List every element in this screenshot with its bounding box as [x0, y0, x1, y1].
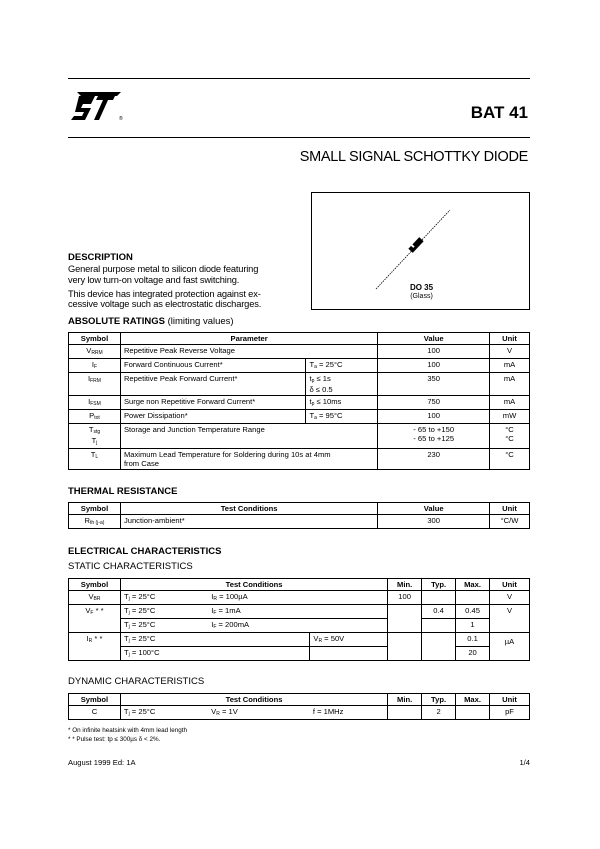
column-header: Max.	[456, 694, 490, 706]
footer-date: August 1999 Ed: 1A	[68, 758, 136, 767]
cell-text: T	[123, 707, 129, 716]
cell-text: from Case	[123, 459, 159, 468]
column-header: Value	[378, 503, 490, 515]
cell-text: R	[84, 516, 90, 525]
table-cell: 100	[378, 410, 490, 424]
cell-text: j	[128, 596, 130, 602]
cell-text: - 65 to +150	[413, 425, 455, 434]
cell-text: t	[309, 374, 312, 383]
cell-text: t	[309, 397, 312, 406]
table-cell: Junction-ambient*	[120, 515, 377, 529]
table-cell	[208, 591, 387, 605]
absolute-ratings-table	[68, 332, 530, 470]
st-logo	[69, 90, 123, 124]
table-cell	[422, 633, 456, 647]
cell-text: I	[86, 634, 89, 643]
cell-text: = 95°C	[316, 411, 343, 420]
table-cell	[69, 633, 121, 647]
column-header: Min.	[388, 694, 422, 706]
cell-text: j	[128, 638, 130, 644]
table-row	[69, 449, 530, 470]
column-header: Test Conditions	[120, 503, 377, 515]
cell-text: RRM	[91, 350, 103, 356]
cell-text: j	[96, 440, 98, 446]
table-cell: 750	[378, 396, 490, 410]
table-row	[69, 424, 530, 449]
table-cell	[69, 619, 121, 633]
table-row	[69, 647, 530, 661]
cell-text: T	[123, 620, 129, 629]
table-cell: mA	[490, 373, 530, 396]
table-cell: 20	[456, 647, 490, 661]
dynamic-characteristics-table	[68, 693, 530, 720]
table-cell	[456, 706, 490, 720]
cell-text: V	[211, 707, 217, 716]
table-cell	[120, 619, 208, 633]
description-line: General purpose metal to silicon diode featuring	[68, 264, 259, 274]
column-header: Value	[378, 333, 490, 345]
table-cell	[310, 633, 388, 647]
column-header: Symbol	[69, 579, 121, 591]
column-header: Unit	[490, 333, 530, 345]
description-text	[68, 264, 261, 310]
table-cell: 0.1	[456, 633, 490, 647]
table-cell	[69, 647, 121, 661]
cell-text: * *	[93, 606, 104, 615]
table-cell	[208, 706, 310, 720]
table-header-row	[69, 579, 530, 591]
cell-text: F	[94, 364, 98, 370]
table-row	[69, 345, 530, 359]
cell-text: I	[87, 374, 91, 383]
cell-text: T	[123, 634, 129, 643]
table-cell: pF	[490, 706, 530, 720]
table-cell: Power Dissipation*	[120, 410, 306, 424]
cell-text: V	[88, 592, 94, 601]
table-cell: °C/W	[490, 515, 530, 529]
cell-text: = 1V	[219, 707, 238, 716]
cell-text: tot	[94, 415, 100, 421]
cell-text: = 25°C	[129, 620, 156, 629]
title-rule	[68, 137, 530, 138]
page-number: 1/4	[519, 758, 530, 767]
table-cell: V	[490, 605, 530, 619]
table-cell	[378, 424, 490, 449]
column-header: Min.	[388, 579, 422, 591]
part-number: BAT 41	[470, 103, 528, 122]
table-cell	[120, 449, 377, 470]
table-cell	[120, 647, 309, 661]
section-title: ABSOLUTE RATINGS	[68, 316, 165, 327]
cell-text: R	[88, 638, 93, 644]
table-row	[69, 706, 530, 720]
table-cell: 0.45	[456, 605, 490, 619]
cell-text: = 25°C	[316, 360, 343, 369]
table-cell	[422, 619, 456, 633]
table-header-row	[69, 503, 530, 515]
table-cell: V	[490, 591, 530, 605]
table-row	[69, 410, 530, 424]
cell-text: = 100°C	[129, 648, 160, 657]
cell-text: I	[91, 360, 94, 369]
table-header-row	[69, 333, 530, 345]
table-cell	[306, 410, 378, 424]
cell-text: FRM	[90, 378, 101, 384]
cell-text: = 1mA	[216, 606, 241, 615]
cell-text: T	[123, 606, 129, 615]
table-cell: 100	[378, 359, 490, 373]
description-heading: DESCRIPTION	[68, 252, 133, 263]
table-cell	[306, 359, 378, 373]
cell-text: °C	[505, 425, 514, 434]
cell-text: j	[128, 711, 130, 717]
cell-text: R	[318, 638, 323, 644]
cell-text: FSM	[90, 401, 101, 407]
table-cell: mA	[490, 396, 530, 410]
cell-text: I	[211, 620, 214, 629]
table-cell	[69, 359, 121, 373]
static-heading: STATIC CHARACTERISTICS	[68, 561, 193, 572]
cell-text: T	[123, 592, 129, 601]
cell-text: a	[314, 364, 317, 370]
cell-text: j	[128, 652, 130, 658]
cell-text: V	[86, 346, 92, 355]
registered-mark: ®	[119, 116, 123, 122]
table-cell	[69, 396, 121, 410]
table-cell: µA	[490, 633, 530, 647]
table-cell	[490, 619, 530, 633]
cell-text: R	[213, 596, 217, 602]
cell-text: T	[88, 425, 94, 434]
table-cell	[388, 706, 422, 720]
table-row	[69, 633, 530, 647]
cell-text: T	[91, 436, 97, 445]
cell-text: p	[311, 401, 315, 407]
table-row	[69, 619, 530, 633]
cell-text: V	[85, 606, 91, 615]
package-box	[311, 192, 530, 310]
cell-text: = 25°C	[129, 634, 156, 643]
cell-text: I	[211, 606, 214, 615]
table-cell	[310, 647, 388, 661]
cell-text: F	[213, 624, 217, 630]
table-cell	[208, 605, 387, 619]
table-cell	[208, 619, 387, 633]
cell-text: th (j-a)	[89, 520, 105, 526]
table-row	[69, 515, 530, 529]
table-cell	[490, 424, 530, 449]
column-header: Test Conditions	[120, 579, 387, 591]
cell-text: = 50V	[322, 634, 345, 643]
table-row	[69, 591, 530, 605]
table-cell	[456, 591, 490, 605]
table-cell: 350	[378, 373, 490, 396]
table-cell: V	[490, 345, 530, 359]
cell-text: T	[309, 411, 315, 420]
table-cell: 300	[378, 515, 490, 529]
table-cell	[120, 706, 208, 720]
cell-text: = 25°C	[129, 592, 156, 601]
footnote: * On infinite heatsink with 4mm lead length	[68, 727, 188, 734]
table-cell	[422, 647, 456, 661]
cell-text: T	[90, 450, 96, 459]
table-cell	[388, 633, 422, 647]
table-cell: Repetitive Peak Forward Current*	[120, 373, 306, 396]
table-cell	[69, 424, 121, 449]
table-cell: Repetitive Peak Reverse Voltage	[120, 345, 377, 359]
cell-text: I	[88, 397, 91, 406]
table-cell: 0.4	[422, 605, 456, 619]
table-row	[69, 605, 530, 619]
absolute-ratings-heading	[68, 316, 234, 327]
cell-text: * *	[92, 634, 103, 643]
column-header: Max.	[456, 579, 490, 591]
cell-text: stg	[93, 429, 101, 435]
table-row	[69, 373, 530, 396]
table-cell	[69, 410, 121, 424]
cell-text: BR	[93, 596, 101, 602]
table-cell: mW	[490, 410, 530, 424]
table-cell	[69, 449, 121, 470]
cell-text: ≤ 10ms	[314, 397, 342, 406]
cell-text: T	[123, 648, 129, 657]
table-cell: f = 1MHz	[310, 706, 388, 720]
table-cell	[69, 515, 121, 529]
table-cell: 100	[378, 345, 490, 359]
table-cell	[120, 633, 309, 647]
column-header: Symbol	[69, 333, 121, 345]
cell-text: = 200mA	[216, 620, 250, 629]
table-cell: 230	[378, 449, 490, 470]
table-cell: 100	[388, 591, 422, 605]
column-header: Symbol	[69, 503, 121, 515]
table-cell	[388, 647, 422, 661]
package-material: (Glass)	[410, 293, 433, 300]
cell-text: L	[95, 454, 99, 460]
column-header: Test Conditions	[120, 694, 387, 706]
thermal-heading: THERMAL RESISTANCE	[68, 486, 178, 497]
cell-text: F	[90, 610, 94, 616]
column-header: Typ.	[422, 694, 456, 706]
table-cell	[490, 647, 530, 661]
table-cell: Storage and Junction Temperature Range	[120, 424, 377, 449]
section-note: (limiting values)	[167, 316, 234, 327]
cell-text: j	[128, 610, 130, 616]
page-subtitle: SMALL SIGNAL SCHOTTKY DIODE	[299, 149, 528, 165]
table-cell: C	[69, 706, 121, 720]
cell-text: V	[313, 634, 319, 643]
table-cell: °C	[490, 449, 530, 470]
cell-text: Maximum Lead Temperature for Soldering during 10s at 4mm	[123, 450, 331, 459]
table-header-row	[69, 694, 530, 706]
table-cell	[69, 345, 121, 359]
cell-text: δ ≤ 0.5	[309, 385, 333, 394]
table-row	[69, 396, 530, 410]
cell-text: = 25°C	[129, 606, 156, 615]
cell-text: p	[311, 378, 315, 384]
footnote: * * Pulse test: tp ≤ 300µs δ < 2%.	[68, 736, 161, 743]
cell-text: a	[314, 415, 317, 421]
table-cell	[306, 396, 378, 410]
column-header: Unit	[490, 503, 530, 515]
description-line: This device has integrated protection against ex-	[68, 288, 261, 299]
st-logo-icon	[69, 90, 123, 124]
thermal-table	[68, 502, 530, 529]
column-header: Unit	[490, 579, 530, 591]
table-cell	[69, 591, 121, 605]
column-header: Typ.	[422, 579, 456, 591]
table-cell: mA	[490, 359, 530, 373]
package-name: DO 35	[409, 283, 434, 292]
table-cell	[69, 373, 121, 396]
cell-text: = 25°C	[129, 707, 156, 716]
cell-text: ≤ 1s	[314, 374, 331, 383]
table-cell	[69, 605, 121, 619]
table-cell: Surge non Repetitive Forward Current*	[120, 396, 306, 410]
table-row	[69, 359, 530, 373]
column-header: Symbol	[69, 694, 121, 706]
cell-text: - 65 to +125	[413, 434, 455, 443]
cell-text: °C	[505, 434, 514, 443]
table-cell: 1	[456, 619, 490, 633]
description-line: very low turn-on voltage and fast switching.	[68, 274, 240, 285]
column-header: Unit	[490, 694, 530, 706]
cell-text: = 100µA	[216, 592, 248, 601]
static-characteristics-table	[68, 578, 530, 661]
table-cell	[120, 591, 208, 605]
cell-text: F	[213, 610, 217, 616]
table-cell	[388, 619, 422, 633]
description-line: cessive voltage such as electrostatic discharges.	[68, 299, 262, 310]
top-rule	[68, 78, 530, 79]
cell-text: j	[128, 624, 130, 630]
cell-text: P	[89, 411, 95, 420]
cell-text: I	[211, 592, 214, 601]
dynamic-heading: DYNAMIC CHARACTERISTICS	[68, 676, 205, 687]
table-cell: Forward Continuous Current*	[120, 359, 306, 373]
table-cell	[422, 591, 456, 605]
cell-text: T	[309, 360, 315, 369]
table-cell: 2	[422, 706, 456, 720]
table-cell	[306, 373, 378, 396]
cell-text: R	[216, 711, 220, 717]
table-cell	[388, 605, 422, 619]
column-header: Parameter	[120, 333, 377, 345]
table-cell	[120, 605, 208, 619]
electrical-heading: ELECTRICAL CHARACTERISTICS	[68, 546, 222, 557]
